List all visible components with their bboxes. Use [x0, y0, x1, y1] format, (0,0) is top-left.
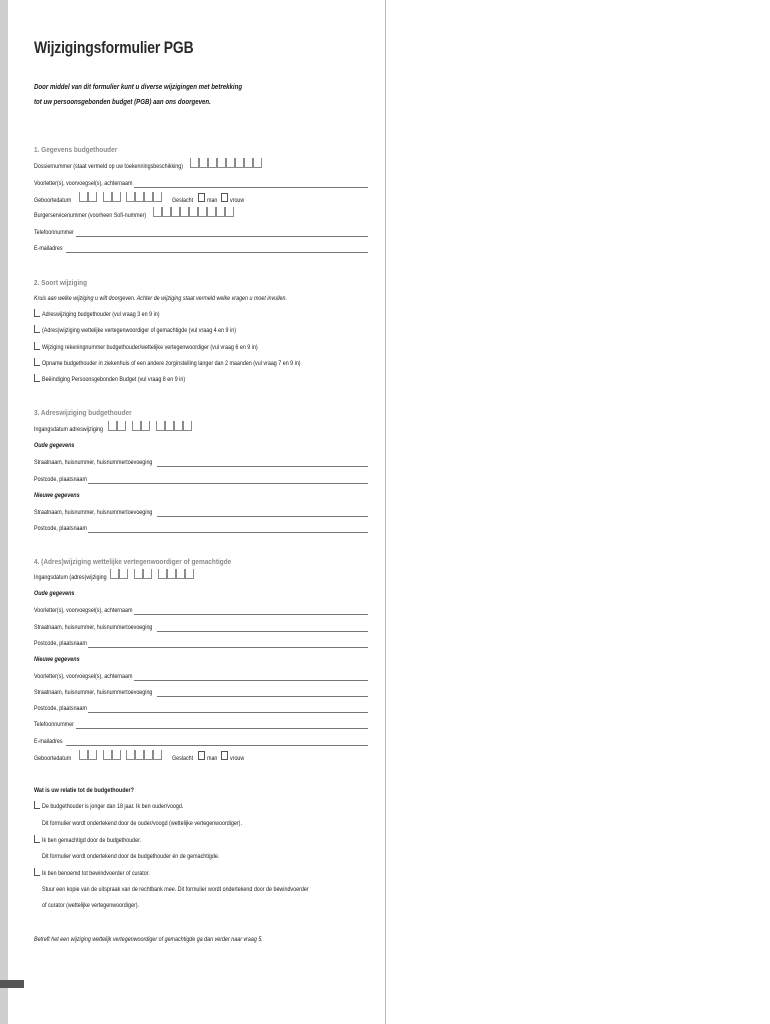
s3-nieuwe-gegevens: Nieuwe gegevens [34, 492, 80, 499]
relatie-opt2-note: Dit formulier wordt ondertekend door de budgethouder én de gemachtigde. [42, 853, 220, 860]
page-divider [385, 0, 386, 1024]
geboortedatum-label: Geboortedatum [34, 197, 72, 204]
man-label: man [207, 197, 218, 204]
s4-vrouw-label: vrouw [230, 755, 245, 762]
s4-oude-gegevens: Oude gegevens [34, 590, 75, 597]
relatie-opt2-checkbox[interactable] [34, 835, 40, 843]
email-field[interactable] [66, 252, 368, 253]
intro-line-1: Door middel van dit formulier kunt u diverse wijzigingen met betrekking [34, 82, 243, 91]
option-2-label: (Adres)wijziging wettelijke vertegenwoordiger of gemachtigde (vul vraag 4 en 9 in) [42, 327, 236, 334]
option-3-checkbox[interactable] [34, 342, 40, 350]
voorletters-label: Voorletter(s), voorvoegsel(s), achternaam [34, 180, 133, 187]
section3-heading: 3. Adreswijziging budgethouder [34, 408, 132, 417]
s4-oud-straat-field[interactable] [157, 631, 368, 632]
man-checkbox[interactable] [198, 193, 205, 202]
relatie-question: Wat is uw relatie tot de budgethouder? [34, 787, 134, 794]
s3-nieuw-postcode-field[interactable] [88, 532, 368, 533]
s4-oud-postcode-field[interactable] [88, 647, 368, 648]
s3-oud-postcode-label: Postcode, plaatsnaam [34, 476, 87, 483]
s4-oud-straat-label: Straatnaam, huisnummer, huisnummertoevoeging [34, 624, 153, 631]
s4-telefoon-label: Telefoonnummer [34, 721, 74, 728]
option-5-checkbox[interactable] [34, 374, 40, 382]
relatie-opt1-checkbox[interactable] [34, 801, 40, 809]
s3-nieuw-straat-field[interactable] [157, 516, 368, 517]
s4-email-field[interactable] [66, 745, 368, 746]
page-title: Wijzigingsformulier PGB [34, 38, 194, 57]
s4-man-label: man [207, 755, 218, 762]
relatie-opt3-note-2: of curator (wettelijke vertegenwoordiger). [42, 902, 139, 909]
option-4-checkbox[interactable] [34, 358, 40, 366]
section4-heading: 4. (Adres)wijziging wettelijke vertegenwoordiger of gemachtigde [34, 557, 232, 566]
s4-nieuw-voorletters-label: Voorletter(s), voorvoegsel(s), achternaam [34, 673, 133, 680]
relatie-opt1-label: De budgethouder is jonger dan 18 jaar. Ik ben ouder/voogd. [42, 803, 184, 810]
geslacht-label: Geslacht [172, 197, 194, 204]
option-1-checkbox[interactable] [34, 309, 40, 317]
s4-nieuw-postcode-label: Postcode, plaatsnaam [34, 705, 87, 712]
relatie-opt1-note: Dit formulier wordt ondertekend door de ouder/voogd (wettelijke vertegenwoordiger). [42, 820, 242, 827]
relatie-opt3-checkbox[interactable] [34, 868, 40, 876]
s4-nieuw-straat-field[interactable] [157, 696, 368, 697]
vrouw-label: vrouw [230, 197, 245, 204]
s3-ingangsdatum-label: Ingangsdatum adreswijziging [34, 426, 104, 433]
section2-heading: 2. Soort wijziging [34, 278, 88, 287]
left-margin-tab [0, 980, 24, 988]
vrouw-checkbox[interactable] [221, 193, 228, 202]
s3-oude-gegevens: Oude gegevens [34, 442, 75, 449]
s4-nieuwe-gegevens: Nieuwe gegevens [34, 656, 80, 663]
s4-vrouw-checkbox[interactable] [221, 751, 228, 760]
email-label: E-mailadres [34, 245, 63, 252]
relatie-opt2-label: Ik ben gemachtigd door de budgethouder. [42, 837, 142, 844]
s4-email-label: E-mailadres [34, 738, 63, 745]
relatie-opt3-note-1: Stuur een kopie van de uitspraak van de rechtbank mee. Dit formulier wordt ondertekend door de bewindvoerder [42, 886, 309, 893]
s4-ingangsdatum-label: Ingangsdatum (adres)wijziging [34, 574, 107, 581]
s4-man-checkbox[interactable] [198, 751, 205, 760]
s4-nieuw-voorletters-field[interactable] [134, 680, 368, 681]
s4-nieuw-postcode-field[interactable] [88, 712, 368, 713]
s4-nieuw-straat-label: Straatnaam, huisnummer, huisnummertoevoeging [34, 689, 153, 696]
option-1-label: Adreswijziging budgethouder (vul vraag 3 en 9 in) [42, 311, 160, 318]
s3-nieuw-straat-label: Straatnaam, huisnummer, huisnummertoevoeging [34, 509, 153, 516]
s4-oud-voorletters-field[interactable] [134, 614, 368, 615]
option-5-label: Beëindiging Persoonsgebonden Budget (vul vraag 8 en 9 in) [42, 376, 186, 383]
s3-oud-straat-label: Straatnaam, huisnummer, huisnummertoevoeging [34, 459, 153, 466]
left-margin-bar [0, 0, 8, 1024]
s4-oud-postcode-label: Postcode, plaatsnaam [34, 640, 87, 647]
section1-heading: 1. Gegevens budgethouder [34, 145, 118, 154]
s4-geslacht-label: Geslacht [172, 755, 194, 762]
bsn-label: Burgerservicenummer (voorheen Sofi-nummer) [34, 212, 147, 219]
relatie-footer-note: Betreft het een wijziging wettelijk vertegenwoordiger of gemachtigde ga dan verder naar vraag 5. [34, 936, 263, 943]
option-2-checkbox[interactable] [34, 325, 40, 333]
s3-oud-straat-field[interactable] [157, 466, 368, 467]
dossier-label: Dossiernummer (staat vermeld op uw toekenningsbeschikking) [34, 163, 184, 170]
s4-oud-voorletters-label: Voorletter(s), voorvoegsel(s), achternaam [34, 607, 133, 614]
s3-oud-postcode-field[interactable] [88, 483, 368, 484]
relatie-opt3-label: Ik ben benoemd tot bewindvoerder of curator. [42, 870, 150, 877]
s4-telefoon-field[interactable] [76, 728, 368, 729]
telefoon-field[interactable] [76, 236, 368, 237]
voorletters-field[interactable] [134, 187, 368, 188]
section2-instruction: Kruis aan welke wijziging u wilt doorgeven. Achter de wijziging staat vermeld welke vragen u moet invullen. [34, 295, 287, 302]
s4-geboortedatum-label: Geboortedatum [34, 755, 72, 762]
s3-nieuw-postcode-label: Postcode, plaatsnaam [34, 525, 87, 532]
intro-line-2: tot uw persoonsgebonden budget (PGB) aan ons doorgeven. [34, 97, 211, 106]
option-3-label: Wijziging rekeningnummer budgethouder/wettelijke vertegenwoordiger (vul vraag 6 en 9 in) [42, 344, 258, 351]
telefoon-label: Telefoonnummer [34, 229, 74, 236]
option-4-label: Opname budgethouder in ziekenhuis of een andere zorginstelling langer dan 2 maanden (vul vraag 7 en 9 in) [42, 360, 301, 367]
